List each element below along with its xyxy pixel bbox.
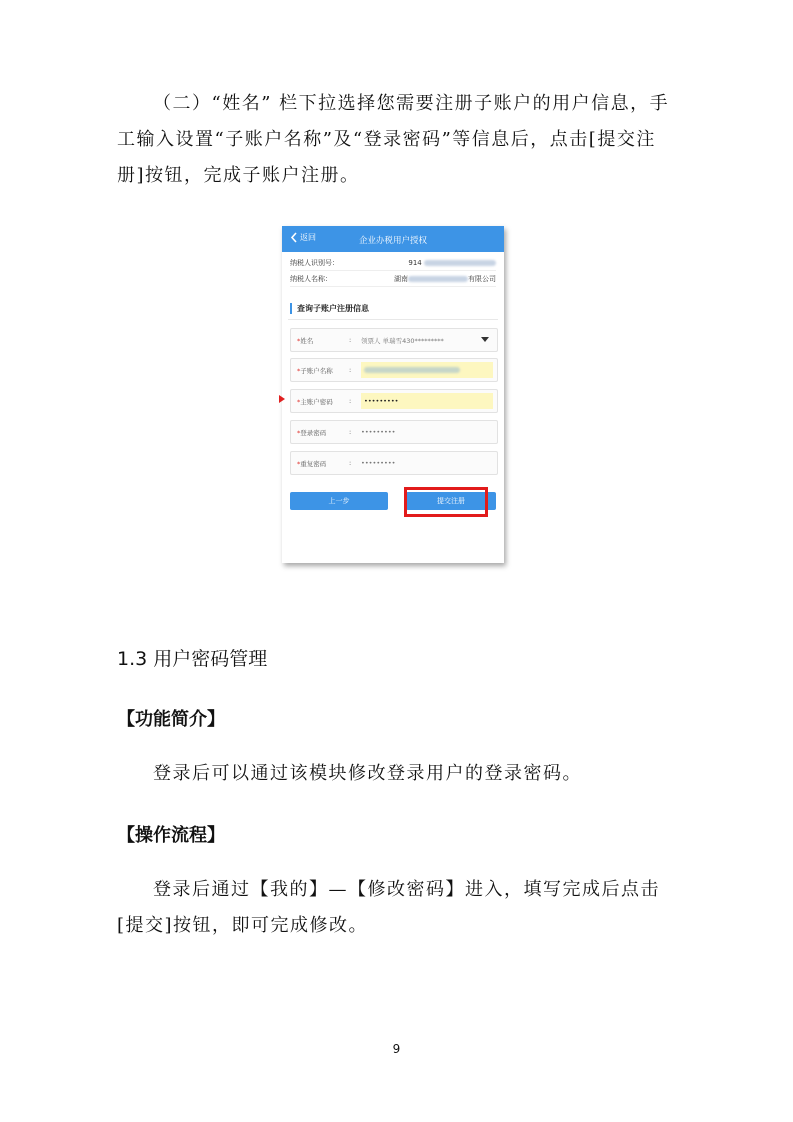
taxpayer-id-label: 纳税人识别号：	[290, 258, 339, 267]
section-title: 查询子账户注册信息	[297, 303, 369, 313]
name-select[interactable]: *姓名 : 领票人 单瑞雪430*********	[290, 328, 498, 352]
red-pointer-marker	[279, 395, 285, 403]
subaccount-name-input[interactable]: *子账户名称 :	[290, 358, 498, 382]
back-label: 返回	[300, 233, 316, 242]
login-password-input[interactable]: *登录密码 : •••••••••	[290, 420, 498, 444]
main-password-input[interactable]: *主账户密码 : •••••••••	[290, 389, 498, 413]
flow-heading: 【操作流程】	[117, 825, 225, 846]
section-header	[282, 299, 504, 317]
intro-text: 登录后可以通过该模块修改登录用户的登录密码。	[153, 763, 582, 784]
field-label: 登录密码	[300, 428, 327, 437]
taxpayer-info	[282, 252, 504, 287]
app-top-bar	[282, 226, 504, 252]
field-label: 重复密码	[300, 459, 327, 468]
field-value: •••••••••	[361, 428, 396, 436]
blurred-text	[364, 367, 460, 373]
divider	[288, 319, 498, 320]
repeat-password-input[interactable]: *重复密码 : •••••••••	[290, 451, 498, 475]
field-label: 子账户名称	[300, 366, 333, 375]
blurred-text	[424, 260, 496, 266]
field-value: 领票人 单瑞雪430*********	[361, 336, 444, 345]
page-number: 9	[392, 1042, 401, 1056]
field-label: 主账户密码	[300, 397, 333, 406]
highlight-box	[404, 487, 488, 517]
app-title: 企业办税用户授权	[358, 236, 427, 246]
section-accent-bar	[290, 303, 292, 314]
body-paragraph-1: （二）“姓名” 栏下拉选择您需要注册子账户的用户信息，手工输入设置“子账户名称”及“登录密码”等信息后，点击[提交注册]按钮，完成子账户注册。	[117, 93, 670, 186]
taxpayer-name-prefix: 湖南	[394, 274, 408, 283]
taxpayer-id-value: 914	[408, 258, 422, 267]
taxpayer-name-label: 纳税人名称：	[290, 274, 332, 283]
flow-text: 登录后通过【我的】—【修改密码】进入，填写完成后点击[提交]按钮，即可完成修改。	[117, 879, 660, 936]
taxpayer-name-row	[290, 271, 496, 287]
dropdown-arrow-icon[interactable]	[481, 337, 489, 342]
field-value: •••••••••	[361, 393, 493, 409]
field-value: •••••••••	[361, 459, 396, 467]
submit-register-button[interactable]: 提交注册	[406, 492, 496, 510]
taxpayer-name-suffix: 有限公司	[468, 274, 496, 283]
section-heading-1-3: 1.3 用户密码管理	[117, 648, 268, 670]
prev-step-button[interactable]: 上一步	[290, 492, 388, 510]
field-label: 姓名	[300, 336, 314, 345]
taxpayer-id-row	[290, 255, 496, 271]
intro-heading: 【功能简介】	[117, 709, 225, 730]
blurred-text	[408, 276, 468, 282]
